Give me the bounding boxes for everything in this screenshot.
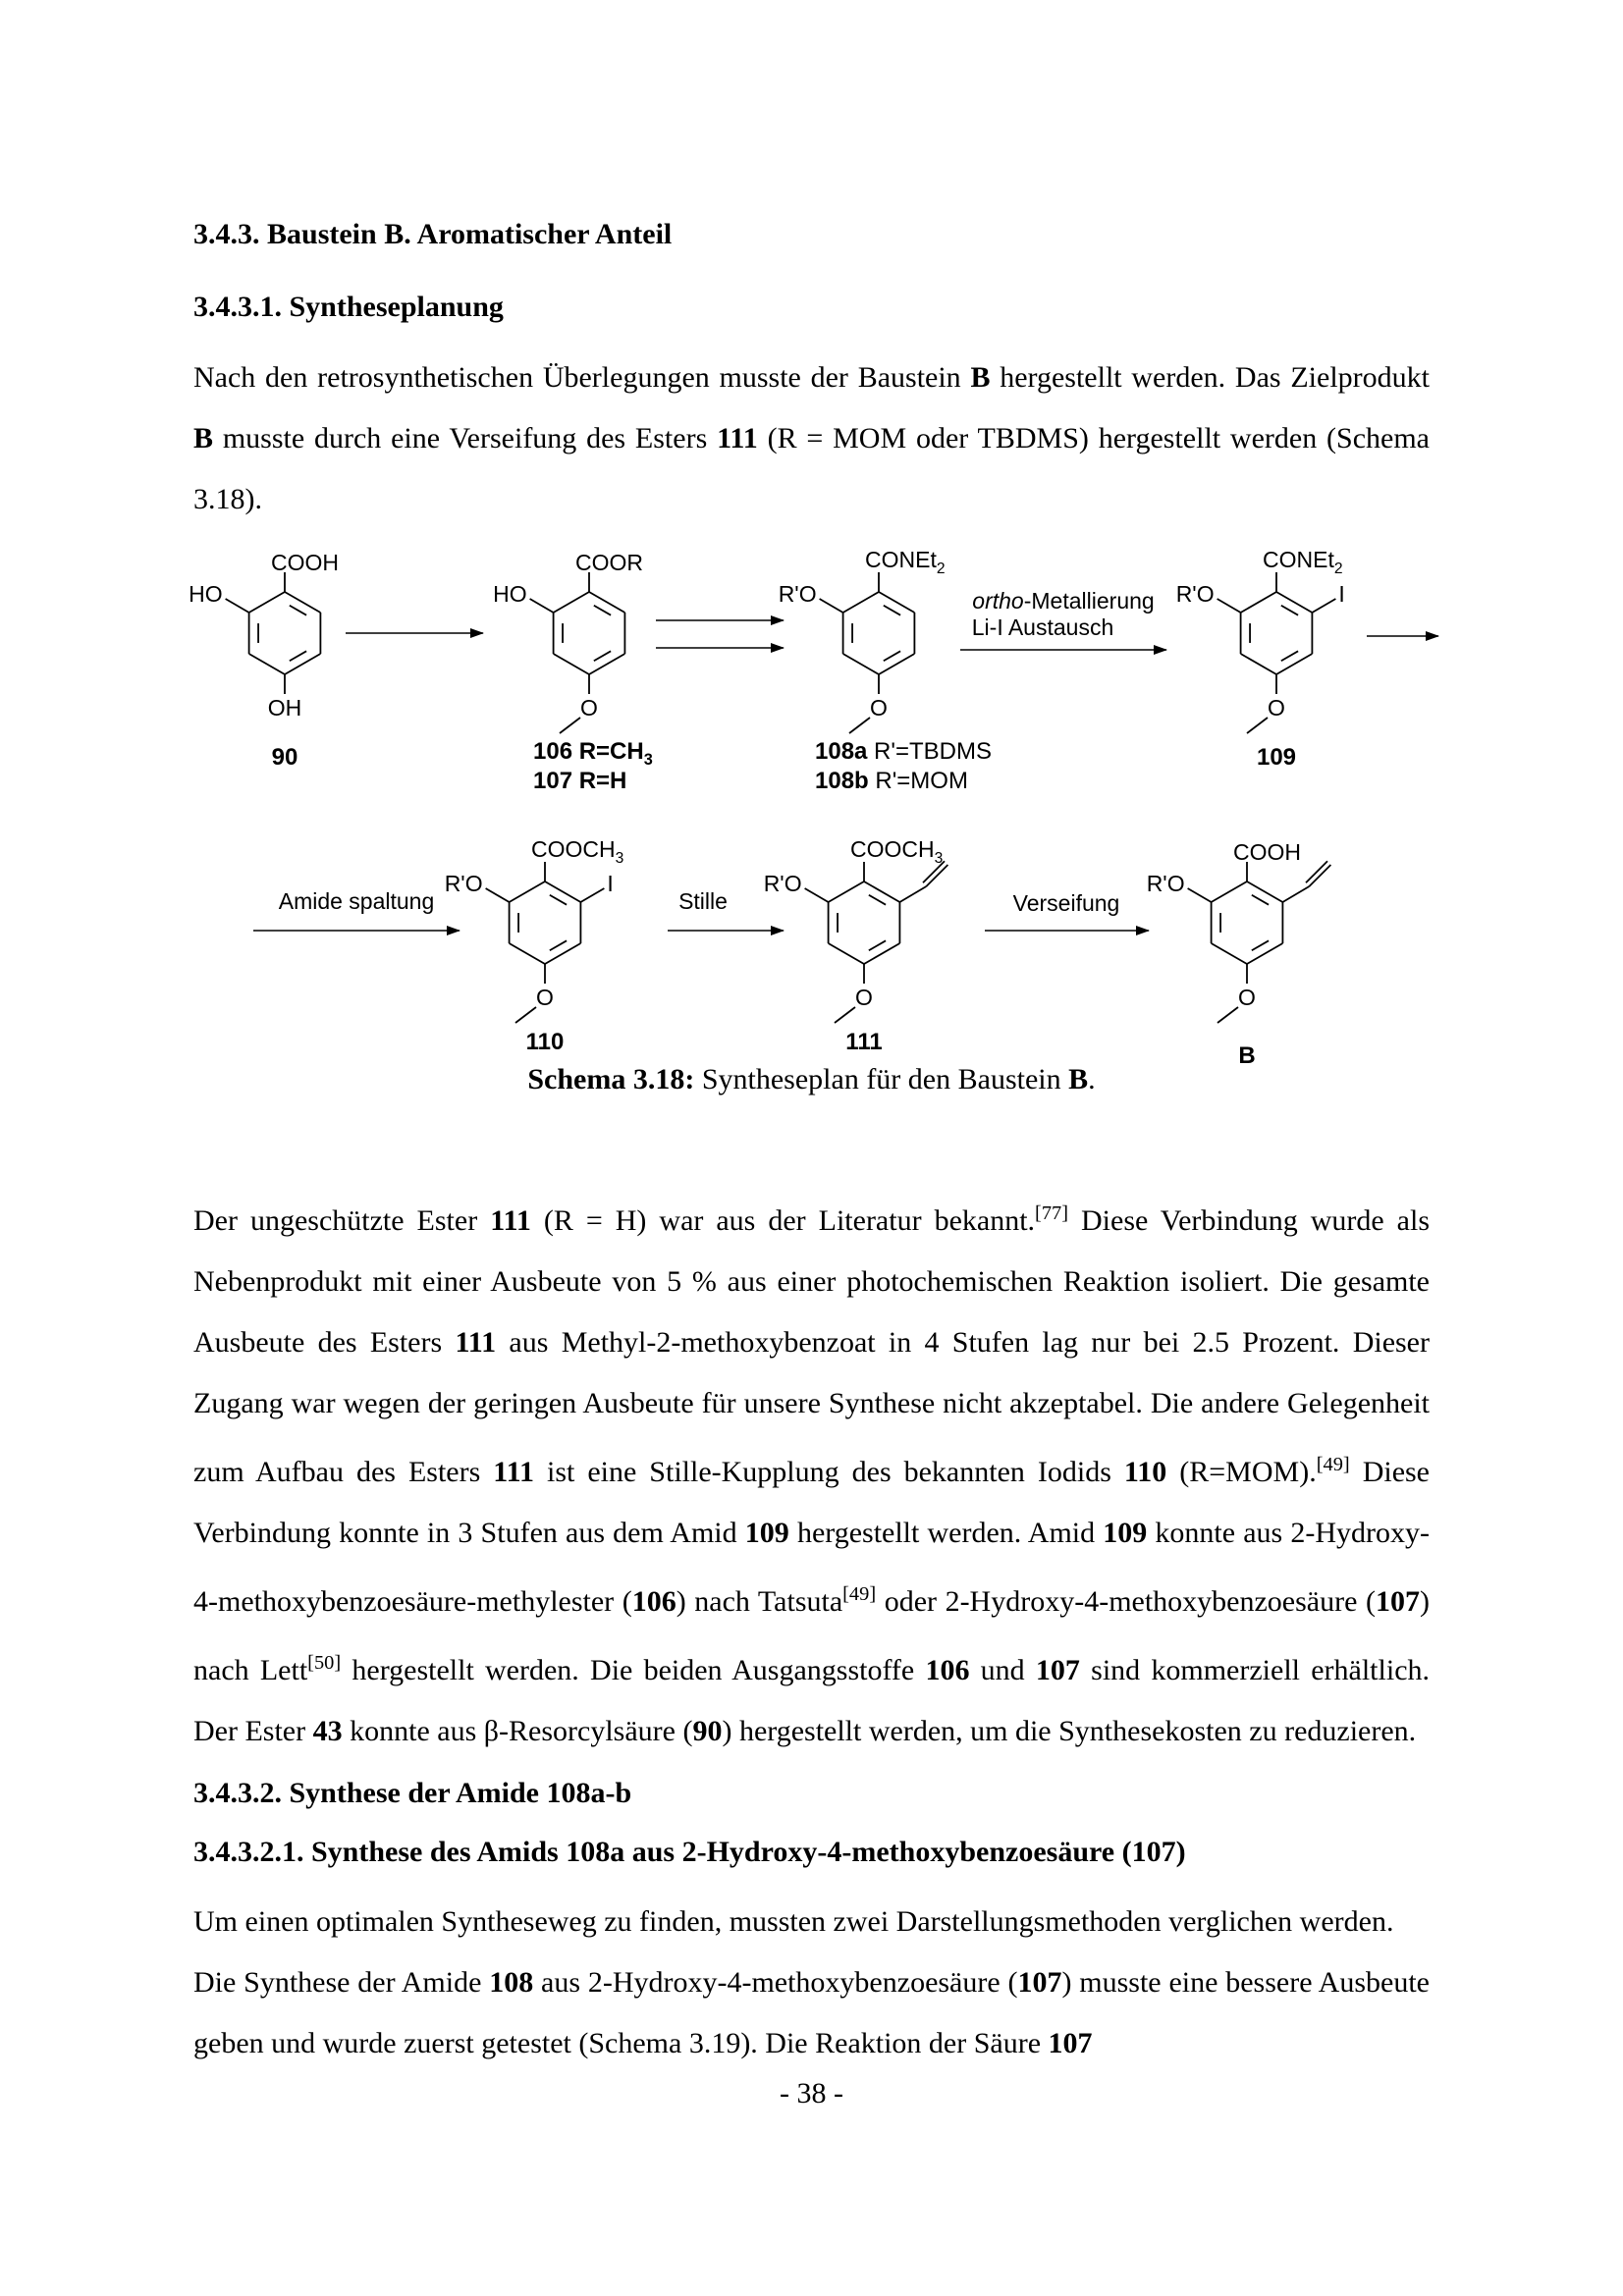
ring-bond <box>1276 592 1312 613</box>
compound-B-left-label: R'O <box>1146 870 1185 896</box>
ring-bond <box>843 592 879 613</box>
compound-label-90: 90 <box>271 744 298 771</box>
ring-double-bond <box>884 606 900 615</box>
methyl-bond <box>849 718 870 733</box>
compound-label-109: 109 <box>1256 744 1297 771</box>
ring-double-bond <box>594 651 611 661</box>
ring-double-bond <box>1252 940 1269 950</box>
section-heading-343: 3.4.3. Baustein B. Aromatischer Anteil <box>193 218 673 250</box>
ring-bond <box>879 654 914 674</box>
label-amide-spaltung: Amide spaltung <box>278 887 435 914</box>
ring-bond <box>554 654 589 674</box>
ring-double-bond <box>550 895 567 905</box>
compound-label-110: 110 <box>525 1029 565 1055</box>
vinyl-bond <box>1282 886 1309 902</box>
substituent-bond <box>530 599 554 613</box>
ring-double-bond <box>884 651 900 661</box>
paragraph-ester-discussion: Der ungeschützte Ester 111 (R = H) war aus der Literatur bekannt.[77] Diese Verbindung wurde als Nebenprodukt mit einer Ausbeute von 5 % aus einer photochemischen Reaktion isoliert. Die gesamte Ausbeute des Esters 111 aus Methyl-2-methoxybenzoat in 4 Stufen lag nur bei 2.5 Prozent. Dieser Zugang war wegen der geringen Ausbeute für unsere Synthese nicht akzeptabel. Die andere Gelegenheit zum Aufbau des Esters 111 ist eine Stille-Kupplung des bekannten Iodids 110 (R=MOM).[49] Diese Verbindung konnte in 3 Stufen aus dem Amid 109 hergestellt werden. Amid 109 konnte aus 2-Hydroxy-4-methoxybenzoesäure-methylester (106) nach Tatsuta[49] oder 2-Hydroxy-4-methoxybenzoesäure (107) nach Lett[50] hergestellt werden. Die beiden Ausgangsstoffe 106 und 107 sind kommerziell erhältlich. Der Ester 43 konnte aus β-Resorcylsäure (90) hergestellt werden, um die Synthesekosten zu reduzieren. <box>193 1202 1431 1747</box>
substituent-bond <box>580 888 604 902</box>
ring-bond <box>864 881 899 902</box>
ring-double-bond <box>290 606 306 615</box>
ring-double-bond <box>869 895 886 905</box>
label-verseifung: Verseifung <box>1012 889 1120 916</box>
label-ortho-metallierung: ortho-Metallierung <box>972 587 1155 614</box>
page-number: - 38 - <box>780 2077 843 2109</box>
ring-bond <box>1247 881 1282 902</box>
compound-label-106: 106 $R=CH_3$ <box>533 738 653 769</box>
compound-109-bottom-label: O <box>1268 694 1285 721</box>
compound-110-top-label: $COOCH_3$ <box>531 836 624 867</box>
compound-108ab-left-label: R'O <box>778 580 817 607</box>
ring-bond <box>510 943 545 964</box>
ring-bond <box>1276 654 1312 674</box>
compound-B-top-label: COOH <box>1233 838 1301 865</box>
ring-bond <box>249 592 285 613</box>
methyl-bond <box>1217 1007 1238 1023</box>
ring-bond <box>545 943 580 964</box>
compound-106-107-top-label: COOR <box>575 549 643 575</box>
substituent-bond <box>805 888 829 902</box>
ring-bond <box>1241 654 1276 674</box>
ring-bond <box>843 654 879 674</box>
ring-double-bond <box>550 940 567 950</box>
ring-double-bond <box>290 651 306 661</box>
compound-label-108b: 108b R'=MOM <box>815 768 968 794</box>
compound-109-top-label: CONEt$_2$ <box>1263 547 1343 577</box>
ring-bond <box>829 943 864 964</box>
vinyl-bond <box>899 886 926 902</box>
compound-label-B: B <box>1238 1042 1256 1069</box>
compound-90-left-label: HO <box>189 580 223 607</box>
subsection-heading-34321: 3.4.3.2.1. Synthese des Amids 108a aus 2-Hydroxy-4-methoxybenzoesäure (107) <box>193 1836 1186 1868</box>
ring-bond <box>249 654 285 674</box>
compound-110-bottom-label: O <box>536 984 554 1010</box>
ring-double-bond <box>594 606 611 615</box>
compound-111-bottom-label: O <box>855 984 873 1010</box>
ring-bond <box>829 881 864 902</box>
ring-bond <box>285 592 320 613</box>
ring-bond <box>1241 592 1276 613</box>
ring-bond <box>1247 943 1282 964</box>
compound-110-right-label: I <box>607 870 614 896</box>
compound-109-left-label: R'O <box>1175 580 1215 607</box>
compound-106-107-bottom-label: O <box>580 694 598 721</box>
substituent-bond <box>1188 888 1212 902</box>
ring-double-bond <box>1252 895 1269 905</box>
ring-bond <box>554 592 589 613</box>
subsection-heading-3432: 3.4.3.2. Synthese der Amide 108a-b <box>193 1777 632 1809</box>
ring-bond <box>285 654 320 674</box>
compound-90-bottom-label: OH <box>267 694 302 721</box>
reaction-scheme-3-18 <box>0 530 1623 1069</box>
ring-bond <box>864 943 899 964</box>
compound-108ab-top-label: CONEt$_2$ <box>865 547 946 577</box>
paragraph-syntheseweg: Um einen optimalen Syntheseweg zu finden, mussten zwei Darstellungsmethoden verglichen werden. <box>193 1905 1394 1938</box>
compound-label-107: 107 R=H <box>533 768 627 794</box>
subsection-heading-3431: 3.4.3.1. Syntheseplanung <box>193 291 504 323</box>
label-stille: Stille <box>678 887 728 914</box>
compound-111-left-label: R'O <box>763 870 802 896</box>
methyl-bond <box>560 718 580 733</box>
substituent-bond <box>1312 599 1335 613</box>
methyl-bond <box>1247 718 1268 733</box>
compound-label-111: 111 <box>845 1029 883 1055</box>
compound-108ab-bottom-label: O <box>870 694 888 721</box>
paragraph-amide-synthese: Die Synthese der Amide 108 aus 2-Hydroxy-4-methoxybenzoesäure (107) musste eine bessere Ausbeute geben und wurde zuerst getestet (Schema 3.19). Die Reaktion der Säure 107 <box>193 1966 1430 2059</box>
ring-bond <box>510 881 545 902</box>
ring-double-bond <box>1281 606 1298 615</box>
ring-bond <box>545 881 580 902</box>
compound-90-top-label: COOH <box>271 549 339 575</box>
methyl-bond <box>835 1007 855 1023</box>
substituent-bond <box>486 888 510 902</box>
compound-109-right-label: I <box>1338 580 1345 607</box>
ring-bond <box>1212 943 1247 964</box>
compound-111-top-label: $COOCH_3$ <box>850 836 944 867</box>
compound-label-108a: 108a R'=TBDMS <box>815 738 992 765</box>
compound-B-bottom-label: O <box>1238 984 1256 1010</box>
substituent-bond <box>820 599 843 613</box>
ring-bond <box>589 654 624 674</box>
methyl-bond <box>515 1007 536 1023</box>
ring-bond <box>879 592 914 613</box>
ring-bond <box>1212 881 1247 902</box>
ring-double-bond <box>869 940 886 950</box>
substituent-bond <box>1217 599 1241 613</box>
ring-double-bond <box>1281 651 1298 661</box>
substituent-bond <box>226 599 249 613</box>
ring-bond <box>589 592 624 613</box>
paragraph-syntheseplanung: Nach den retrosynthetischen Überlegungen musste der Baustein B hergestellt werden. Das Zielprodukt B musste durch eine Verseifung des Esters 111 (R = MOM oder TBDMS) hergestellt werden (Schema 3.18). <box>193 361 1430 515</box>
compound-110-left-label: R'O <box>444 870 483 896</box>
compound-106-107-left-label: HO <box>493 580 527 607</box>
label-li-i-austausch: Li-I Austausch <box>971 614 1114 640</box>
scheme-canvas <box>0 530 1623 1060</box>
scheme-caption: Schema 3.18: Syntheseplan für den Baustein B. <box>527 1063 1096 1095</box>
